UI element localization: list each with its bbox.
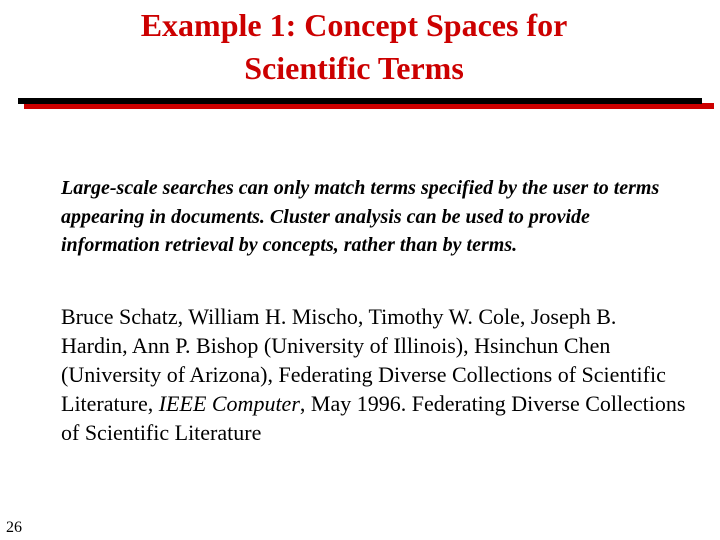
slide-title — [0, 4, 708, 90]
citation-authors: Bruce Schatz, William H. Mischo, Timothy W. Cole, Joseph B. Hardin, Ann P. Bishop (University of Illinois), Hsinchun Chen (University of Arizona), Federating Diverse Collections of Scientific Literature, — [61, 304, 666, 416]
abstract-text: Large-scale searches can only match terms specified by the user to terms appearing in documents. Cluster analysis can be used to provide information retrieval by concepts, rather than by terms. — [61, 177, 660, 256]
page-number: 26 — [6, 519, 22, 536]
title-rule — [18, 98, 702, 104]
slide-title-line-1: Example 1: Concept Spaces for — [140, 7, 568, 43]
citation-journal: IEEE Computer — [158, 391, 300, 416]
slide-title-line-2: Scientific Terms — [244, 50, 464, 86]
citation-date-and-link[interactable]: , May 1996. Federating Diverse Collections of Scientific Literature — [61, 391, 686, 445]
citation — [61, 302, 686, 447]
